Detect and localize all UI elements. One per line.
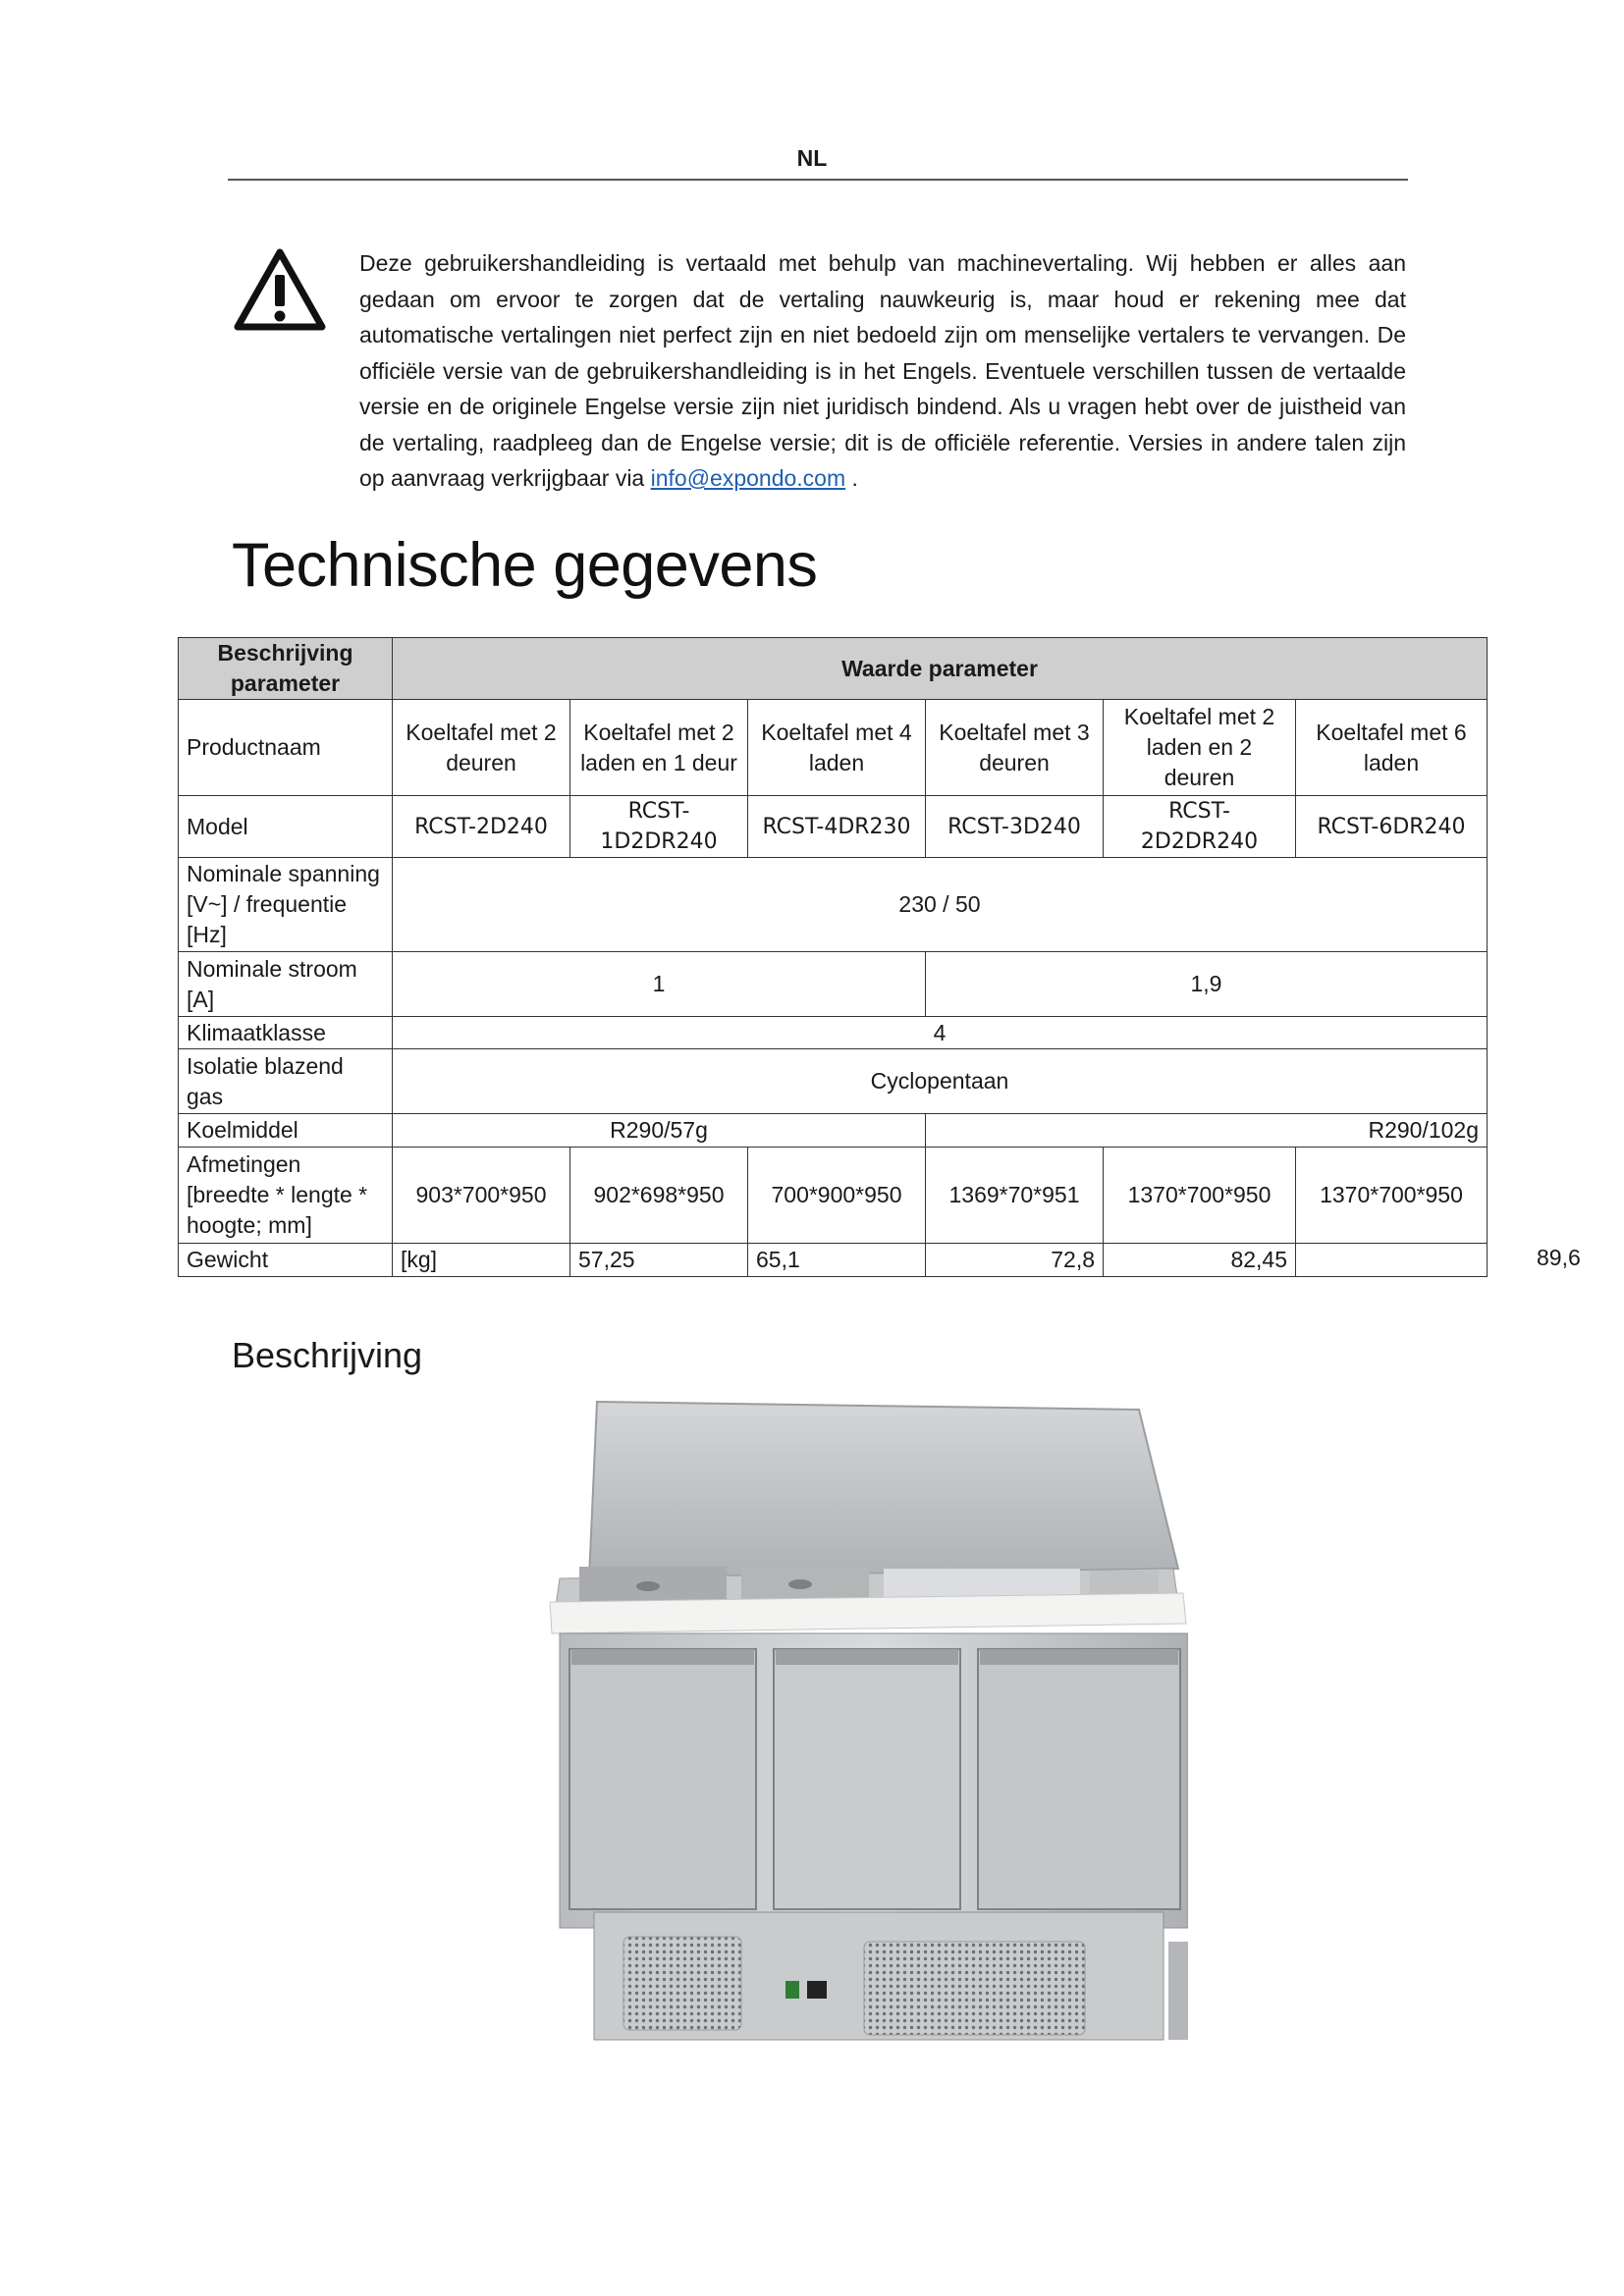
product-name: Koeltafel met 4 laden	[748, 700, 926, 796]
model-label: Model	[179, 796, 393, 858]
weight-value: 82,45	[1104, 1244, 1296, 1277]
weight-value: 65,1	[748, 1244, 926, 1277]
model-code: RCST-6DR240	[1296, 796, 1488, 858]
product-name: Koeltafel met 2 laden en 2 deuren	[1104, 700, 1296, 796]
table-row	[179, 1244, 1488, 1277]
dimension-value: 1370*700*950	[1296, 1148, 1488, 1244]
current-label: Nominale stroom [A]	[179, 952, 393, 1017]
header-param: Beschrijving parameter	[179, 638, 393, 700]
table-row	[179, 1114, 1488, 1148]
dimension-value: 902*698*950	[570, 1148, 748, 1244]
language-code: NL	[796, 145, 828, 171]
product-name: Koeltafel met 2 laden en 1 deur	[570, 700, 748, 796]
koelmiddel-value-a: R290/57g	[393, 1114, 926, 1148]
header-divider	[228, 179, 1408, 181]
section-title: Beschrijving	[232, 1335, 423, 1375]
dimension-value: 1370*700*950	[1104, 1148, 1296, 1244]
gewicht-unit: [kg]	[393, 1244, 570, 1277]
table-row	[179, 858, 1488, 952]
spec-table	[178, 637, 1488, 1277]
dimension-value: 1369*70*951	[926, 1148, 1104, 1244]
table-row	[179, 952, 1488, 1017]
voltage-label: Nominale spanning [V~] / frequentie [Hz]	[179, 858, 393, 952]
weight-value-overflow: 89,6	[1537, 1245, 1581, 1270]
weight-value: 57,25	[570, 1244, 748, 1277]
current-value-a: 1	[393, 952, 926, 1017]
table-header-row	[179, 638, 1488, 700]
model-code: RCST-4DR230	[748, 796, 926, 858]
refrigerated-counter-image	[461, 1392, 1188, 2052]
koelmiddel-value-b: R290/102g	[926, 1114, 1488, 1148]
table-row	[179, 700, 1488, 796]
table-row	[179, 1049, 1488, 1114]
model-code: RCST-2D240	[393, 796, 570, 858]
klimaat-label: Klimaatklasse	[179, 1017, 393, 1049]
page-title: Technische gegevens	[232, 531, 818, 600]
isolatie-value: Cyclopentaan	[393, 1049, 1488, 1114]
support-email-link[interactable]: info@expondo.com	[650, 465, 846, 491]
voltage-value: 230 / 50	[393, 858, 1488, 952]
koelmiddel-label: Koelmiddel	[179, 1114, 393, 1148]
warning-triangle-icon	[234, 247, 326, 332]
table-row	[179, 1148, 1488, 1244]
model-code: RCST-2D2DR240	[1104, 796, 1296, 858]
dimension-value: 700*900*950	[748, 1148, 926, 1244]
current-value-b: 1,9	[926, 952, 1488, 1017]
product-name: Koeltafel met 3 deuren	[926, 700, 1104, 796]
product-name: Koeltafel met 2 deuren	[393, 700, 570, 796]
model-code: RCST-3D240	[926, 796, 1104, 858]
weight-value: 72,8	[926, 1244, 1104, 1277]
dimension-value: 903*700*950	[393, 1148, 570, 1244]
weight-empty-cell	[1296, 1244, 1488, 1277]
notice-text: Deze gebruikershandleiding is vertaald met behulp van machinevertaling. Wij hebben er alles aan gedaan om ervoor te zorgen dat de vertaling nauwkeurig is, maar houd er rekening mee dat automatische vertalingen niet perfect zijn en niet bedoeld zijn om menselijke vertalers te vervangen. De officiële versie van de gebruikershandleiding is in het Engels. Eventuele verschillen tussen de vertaalde versie en de originele Engelse versie zijn niet juridisch bindend. Als u vragen hebt over de juistheid van de vertaling, raadpleeg dan de Engelse versie; dit is de officiële referentie. Versies in andere talen zijn op aanvraag verkrijgbaar via	[359, 250, 1406, 491]
table-row	[179, 796, 1488, 858]
productnaam-label: Productnaam	[179, 700, 393, 796]
model-code: RCST-1D2DR240	[570, 796, 748, 858]
notice-end: .	[845, 465, 858, 491]
afmetingen-label: Afmetingen [breedte * lengte * hoogte; mm]	[179, 1148, 393, 1244]
isolatie-label: Isolatie blazend gas	[179, 1049, 393, 1114]
header-value: Waarde parameter	[393, 638, 1488, 700]
table-row	[179, 1017, 1488, 1049]
gewicht-label: Gewicht	[179, 1244, 393, 1277]
translation-notice	[359, 245, 1406, 497]
klimaat-value: 4	[393, 1017, 1488, 1049]
product-name: Koeltafel met 6 laden	[1296, 700, 1488, 796]
